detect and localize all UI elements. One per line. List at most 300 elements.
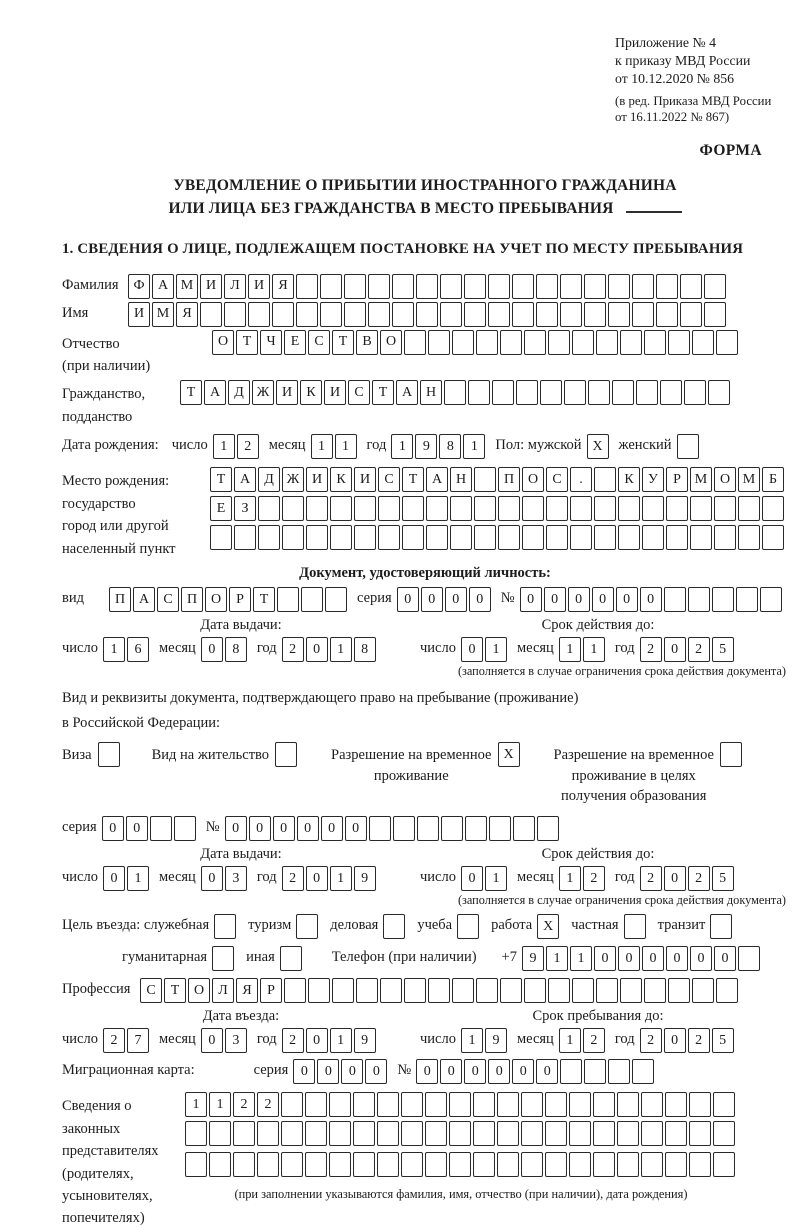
form-cell[interactable] (689, 1121, 711, 1146)
form-cell[interactable] (714, 496, 736, 521)
form-cell[interactable]: 2 (688, 637, 710, 662)
form-cell[interactable]: Н (420, 380, 442, 405)
form-cell[interactable] (464, 274, 486, 299)
form-cell[interactable]: 0 (297, 816, 319, 841)
form-cell[interactable] (546, 525, 568, 550)
form-cell[interactable] (620, 330, 642, 355)
form-cell[interactable]: 0 (421, 587, 443, 612)
form-cell[interactable] (329, 1121, 351, 1146)
form-cell[interactable]: 5 (712, 1028, 734, 1053)
form-cell[interactable] (320, 302, 342, 327)
form-cell[interactable]: 1 (213, 434, 235, 459)
form-cell[interactable] (713, 1092, 735, 1117)
form-cell[interactable] (329, 1152, 351, 1177)
form-cell[interactable] (524, 978, 546, 1003)
form-cell[interactable] (450, 525, 472, 550)
form-cell[interactable] (569, 1092, 591, 1117)
form-cell[interactable] (473, 1121, 495, 1146)
form-cell[interactable] (644, 330, 666, 355)
form-cell[interactable] (404, 330, 426, 355)
form-cell[interactable]: X (587, 434, 609, 459)
form-cell[interactable] (428, 330, 450, 355)
form-cell[interactable]: Ф (128, 274, 150, 299)
form-cell[interactable]: 2 (640, 866, 662, 891)
form-cell[interactable] (584, 1059, 606, 1084)
form-cell[interactable] (584, 274, 606, 299)
form-cell[interactable]: Ж (282, 467, 304, 492)
form-cell[interactable] (594, 496, 616, 521)
form-cell[interactable] (593, 1121, 615, 1146)
form-cell[interactable] (720, 742, 742, 767)
form-cell[interactable] (417, 816, 439, 841)
form-cell[interactable] (402, 496, 424, 521)
form-cell[interactable]: 1 (583, 637, 605, 662)
form-cell[interactable] (704, 302, 726, 327)
form-cell[interactable]: 2 (257, 1092, 279, 1117)
form-cell[interactable]: 0 (445, 587, 467, 612)
form-cell[interactable] (354, 496, 376, 521)
form-cell[interactable] (593, 1092, 615, 1117)
form-cell[interactable] (665, 1152, 687, 1177)
form-cell[interactable] (473, 1152, 495, 1177)
form-cell[interactable] (677, 434, 699, 459)
form-cell[interactable] (668, 978, 690, 1003)
form-cell[interactable] (306, 496, 328, 521)
form-cell[interactable]: О (188, 978, 210, 1003)
form-cell[interactable]: Т (180, 380, 202, 405)
form-cell[interactable] (641, 1121, 663, 1146)
form-cell[interactable] (500, 978, 522, 1003)
form-cell[interactable]: 2 (688, 1028, 710, 1053)
form-cell[interactable]: Д (228, 380, 250, 405)
form-cell[interactable]: 1 (485, 637, 507, 662)
form-cell[interactable] (440, 274, 462, 299)
form-cell[interactable] (354, 525, 376, 550)
form-cell[interactable]: 0 (416, 1059, 438, 1084)
form-cell[interactable] (522, 496, 544, 521)
form-cell[interactable] (545, 1121, 567, 1146)
form-cell[interactable]: З (234, 496, 256, 521)
form-cell[interactable] (353, 1121, 375, 1146)
form-cell[interactable]: 0 (469, 587, 491, 612)
form-cell[interactable] (305, 1152, 327, 1177)
form-cell[interactable]: М (738, 467, 760, 492)
form-cell[interactable] (308, 978, 330, 1003)
form-cell[interactable]: 9 (415, 434, 437, 459)
form-cell[interactable]: 3 (225, 1028, 247, 1053)
form-cell[interactable] (716, 978, 738, 1003)
form-cell[interactable] (548, 330, 570, 355)
form-cell[interactable]: 0 (690, 946, 712, 971)
form-cell[interactable]: М (176, 274, 198, 299)
form-cell[interactable] (644, 978, 666, 1003)
form-cell[interactable] (280, 946, 302, 971)
form-cell[interactable] (560, 1059, 582, 1084)
form-cell[interactable] (257, 1121, 279, 1146)
form-cell[interactable]: 3 (225, 866, 247, 891)
form-cell[interactable]: 2 (583, 866, 605, 891)
form-cell[interactable]: 1 (461, 1028, 483, 1053)
form-cell[interactable]: 0 (365, 1059, 387, 1084)
form-cell[interactable] (377, 1152, 399, 1177)
form-cell[interactable] (632, 302, 654, 327)
form-cell[interactable] (762, 525, 784, 550)
form-cell[interactable]: Я (236, 978, 258, 1003)
form-cell[interactable] (212, 946, 234, 971)
form-cell[interactable] (426, 525, 448, 550)
form-cell[interactable] (522, 525, 544, 550)
form-cell[interactable] (713, 1121, 735, 1146)
form-cell[interactable]: 1 (546, 946, 568, 971)
form-cell[interactable]: 0 (293, 1059, 315, 1084)
form-cell[interactable]: 1 (559, 637, 581, 662)
form-cell[interactable] (540, 380, 562, 405)
form-cell[interactable] (500, 330, 522, 355)
form-cell[interactable] (569, 1121, 591, 1146)
form-cell[interactable] (665, 1121, 687, 1146)
form-cell[interactable]: 2 (233, 1092, 255, 1117)
form-cell[interactable]: А (152, 274, 174, 299)
form-cell[interactable] (608, 274, 630, 299)
form-cell[interactable]: 1 (570, 946, 592, 971)
form-cell[interactable] (332, 978, 354, 1003)
form-cell[interactable]: Ч (260, 330, 282, 355)
form-cell[interactable]: 1 (330, 637, 352, 662)
form-cell[interactable] (378, 496, 400, 521)
form-cell[interactable] (233, 1152, 255, 1177)
form-cell[interactable]: Е (210, 496, 232, 521)
form-cell[interactable]: К (330, 467, 352, 492)
form-cell[interactable] (736, 587, 758, 612)
form-cell[interactable] (632, 1059, 654, 1084)
form-cell[interactable]: 0 (397, 587, 419, 612)
form-cell[interactable] (296, 914, 318, 939)
form-cell[interactable] (497, 1121, 519, 1146)
form-cell[interactable] (617, 1152, 639, 1177)
form-cell[interactable]: Т (164, 978, 186, 1003)
form-cell[interactable] (680, 302, 702, 327)
form-cell[interactable] (305, 1092, 327, 1117)
form-cell[interactable] (325, 587, 347, 612)
form-cell[interactable] (620, 978, 642, 1003)
form-cell[interactable]: 0 (102, 816, 124, 841)
form-cell[interactable] (344, 302, 366, 327)
form-cell[interactable]: 1 (209, 1092, 231, 1117)
form-cell[interactable]: 0 (618, 946, 640, 971)
form-cell[interactable]: П (109, 587, 131, 612)
form-cell[interactable] (536, 274, 558, 299)
form-cell[interactable]: С (546, 467, 568, 492)
form-cell[interactable] (692, 330, 714, 355)
form-cell[interactable] (624, 914, 646, 939)
form-cell[interactable]: 0 (640, 587, 662, 612)
form-cell[interactable]: 2 (282, 866, 304, 891)
form-cell[interactable]: 0 (464, 1059, 486, 1084)
form-cell[interactable] (174, 816, 196, 841)
form-cell[interactable] (570, 525, 592, 550)
form-cell[interactable]: 0 (616, 587, 638, 612)
form-cell[interactable] (512, 302, 534, 327)
form-cell[interactable] (425, 1121, 447, 1146)
form-cell[interactable] (545, 1152, 567, 1177)
form-cell[interactable] (281, 1092, 303, 1117)
form-cell[interactable] (524, 330, 546, 355)
form-cell[interactable] (642, 496, 664, 521)
form-cell[interactable] (426, 496, 448, 521)
form-cell[interactable] (666, 525, 688, 550)
form-cell[interactable] (214, 914, 236, 939)
form-cell[interactable] (329, 1092, 351, 1117)
form-cell[interactable]: 0 (201, 1028, 223, 1053)
form-cell[interactable]: 0 (440, 1059, 462, 1084)
form-cell[interactable] (584, 302, 606, 327)
form-cell[interactable]: К (618, 467, 640, 492)
form-cell[interactable]: У (642, 467, 664, 492)
form-cell[interactable]: 0 (306, 637, 328, 662)
form-cell[interactable] (282, 496, 304, 521)
form-cell[interactable] (689, 1152, 711, 1177)
form-cell[interactable] (560, 274, 582, 299)
form-cell[interactable] (200, 302, 222, 327)
form-cell[interactable]: X (498, 742, 520, 767)
form-cell[interactable] (401, 1092, 423, 1117)
form-cell[interactable] (594, 467, 616, 492)
form-cell[interactable] (393, 816, 415, 841)
form-cell[interactable] (572, 330, 594, 355)
form-cell[interactable] (497, 1152, 519, 1177)
form-cell[interactable] (272, 302, 294, 327)
form-cell[interactable]: 0 (103, 866, 125, 891)
form-cell[interactable] (738, 946, 760, 971)
form-cell[interactable] (596, 978, 618, 1003)
form-cell[interactable] (330, 496, 352, 521)
form-cell[interactable]: 0 (642, 946, 664, 971)
form-cell[interactable]: 0 (594, 946, 616, 971)
form-cell[interactable] (572, 978, 594, 1003)
form-cell[interactable] (474, 525, 496, 550)
form-cell[interactable] (712, 587, 734, 612)
form-cell[interactable]: Т (332, 330, 354, 355)
form-cell[interactable]: 0 (536, 1059, 558, 1084)
form-cell[interactable]: 0 (714, 946, 736, 971)
form-cell[interactable]: О (205, 587, 227, 612)
form-cell[interactable] (301, 587, 323, 612)
form-cell[interactable] (450, 496, 472, 521)
form-cell[interactable]: Р (229, 587, 251, 612)
form-cell[interactable] (444, 380, 466, 405)
form-cell[interactable] (277, 587, 299, 612)
form-cell[interactable] (210, 525, 232, 550)
form-cell[interactable] (690, 496, 712, 521)
form-cell[interactable] (330, 525, 352, 550)
form-cell[interactable] (564, 380, 586, 405)
form-cell[interactable] (714, 525, 736, 550)
form-cell[interactable] (353, 1092, 375, 1117)
form-cell[interactable]: 9 (522, 946, 544, 971)
form-cell[interactable]: А (133, 587, 155, 612)
form-cell[interactable] (401, 1121, 423, 1146)
form-cell[interactable]: Я (272, 274, 294, 299)
form-cell[interactable] (560, 302, 582, 327)
form-cell[interactable] (689, 1092, 711, 1117)
form-cell[interactable]: Б (762, 467, 784, 492)
form-cell[interactable]: 1 (559, 866, 581, 891)
form-cell[interactable]: 0 (512, 1059, 534, 1084)
form-cell[interactable] (498, 496, 520, 521)
form-cell[interactable]: 0 (201, 866, 223, 891)
form-cell[interactable]: 0 (341, 1059, 363, 1084)
form-cell[interactable] (536, 302, 558, 327)
form-cell[interactable] (185, 1121, 207, 1146)
form-cell[interactable]: 0 (461, 637, 483, 662)
form-cell[interactable] (738, 525, 760, 550)
form-cell[interactable] (428, 978, 450, 1003)
form-cell[interactable]: 1 (103, 637, 125, 662)
form-cell[interactable]: 8 (354, 637, 376, 662)
form-cell[interactable]: 2 (688, 866, 710, 891)
form-cell[interactable] (690, 525, 712, 550)
form-cell[interactable] (452, 978, 474, 1003)
form-cell[interactable] (369, 816, 391, 841)
form-cell[interactable] (457, 914, 479, 939)
form-cell[interactable] (492, 380, 514, 405)
form-cell[interactable] (548, 978, 570, 1003)
form-cell[interactable] (248, 302, 270, 327)
form-cell[interactable] (296, 302, 318, 327)
form-cell[interactable] (473, 1092, 495, 1117)
form-cell[interactable] (258, 525, 280, 550)
form-cell[interactable] (464, 302, 486, 327)
form-cell[interactable] (569, 1152, 591, 1177)
form-cell[interactable]: . (570, 467, 592, 492)
form-cell[interactable] (449, 1152, 471, 1177)
form-cell[interactable] (185, 1152, 207, 1177)
form-cell[interactable]: 0 (201, 637, 223, 662)
form-cell[interactable]: 1 (330, 866, 352, 891)
form-cell[interactable]: 0 (321, 816, 343, 841)
form-cell[interactable] (608, 302, 630, 327)
form-cell[interactable]: С (157, 587, 179, 612)
form-cell[interactable]: 2 (237, 434, 259, 459)
form-cell[interactable] (150, 816, 172, 841)
form-cell[interactable]: 1 (127, 866, 149, 891)
form-cell[interactable]: 0 (664, 1028, 686, 1053)
form-cell[interactable]: 9 (485, 1028, 507, 1053)
form-cell[interactable] (378, 525, 400, 550)
form-cell[interactable]: 0 (249, 816, 271, 841)
form-cell[interactable]: 1 (391, 434, 413, 459)
form-cell[interactable] (416, 302, 438, 327)
form-cell[interactable]: 1 (559, 1028, 581, 1053)
form-cell[interactable]: 8 (225, 637, 247, 662)
form-cell[interactable]: Р (260, 978, 282, 1003)
form-cell[interactable]: 8 (439, 434, 461, 459)
form-cell[interactable]: 2 (103, 1028, 125, 1053)
form-cell[interactable] (738, 496, 760, 521)
form-cell[interactable] (665, 1092, 687, 1117)
form-cell[interactable]: И (324, 380, 346, 405)
form-cell[interactable] (680, 274, 702, 299)
form-cell[interactable] (521, 1092, 543, 1117)
form-cell[interactable] (224, 302, 246, 327)
form-cell[interactable]: 1 (311, 434, 333, 459)
form-cell[interactable] (593, 1152, 615, 1177)
form-cell[interactable] (488, 274, 510, 299)
form-cell[interactable] (656, 274, 678, 299)
form-cell[interactable] (762, 496, 784, 521)
form-cell[interactable] (356, 978, 378, 1003)
form-cell[interactable]: Я (176, 302, 198, 327)
form-cell[interactable] (545, 1092, 567, 1117)
form-cell[interactable] (596, 330, 618, 355)
form-cell[interactable] (306, 525, 328, 550)
form-cell[interactable]: X (537, 914, 559, 939)
form-cell[interactable] (666, 496, 688, 521)
form-cell[interactable] (664, 587, 686, 612)
form-cell[interactable] (710, 914, 732, 939)
form-cell[interactable] (641, 1152, 663, 1177)
form-cell[interactable] (392, 302, 414, 327)
form-cell[interactable] (474, 496, 496, 521)
form-cell[interactable]: О (380, 330, 402, 355)
form-cell[interactable]: И (248, 274, 270, 299)
form-cell[interactable] (521, 1121, 543, 1146)
form-cell[interactable]: Е (284, 330, 306, 355)
form-cell[interactable]: Д (258, 467, 280, 492)
form-cell[interactable] (275, 742, 297, 767)
form-cell[interactable] (656, 302, 678, 327)
form-cell[interactable]: 5 (712, 866, 734, 891)
form-cell[interactable] (521, 1152, 543, 1177)
form-cell[interactable] (383, 914, 405, 939)
form-cell[interactable] (284, 978, 306, 1003)
form-cell[interactable]: А (426, 467, 448, 492)
form-cell[interactable]: Т (402, 467, 424, 492)
form-cell[interactable] (257, 1152, 279, 1177)
form-cell[interactable]: Т (372, 380, 394, 405)
form-cell[interactable] (465, 816, 487, 841)
form-cell[interactable]: 1 (335, 434, 357, 459)
form-cell[interactable] (692, 978, 714, 1003)
form-cell[interactable]: И (306, 467, 328, 492)
form-cell[interactable]: П (181, 587, 203, 612)
form-cell[interactable] (716, 330, 738, 355)
form-cell[interactable]: К (300, 380, 322, 405)
form-cell[interactable] (281, 1152, 303, 1177)
form-cell[interactable] (617, 1092, 639, 1117)
form-cell[interactable]: 1 (330, 1028, 352, 1053)
form-cell[interactable] (612, 380, 634, 405)
form-cell[interactable] (688, 587, 710, 612)
form-cell[interactable]: Л (224, 274, 246, 299)
form-cell[interactable]: 0 (273, 816, 295, 841)
form-cell[interactable] (632, 274, 654, 299)
form-cell[interactable] (760, 587, 782, 612)
form-cell[interactable]: О (714, 467, 736, 492)
form-cell[interactable] (368, 274, 390, 299)
form-cell[interactable]: Л (212, 978, 234, 1003)
form-cell[interactable]: 0 (664, 637, 686, 662)
form-cell[interactable] (608, 1059, 630, 1084)
form-cell[interactable]: 6 (127, 637, 149, 662)
form-cell[interactable]: 2 (640, 1028, 662, 1053)
form-cell[interactable] (570, 496, 592, 521)
form-cell[interactable]: 0 (225, 816, 247, 841)
form-cell[interactable]: 1 (485, 866, 507, 891)
form-cell[interactable] (512, 274, 534, 299)
form-cell[interactable] (618, 496, 640, 521)
form-cell[interactable]: 0 (306, 1028, 328, 1053)
